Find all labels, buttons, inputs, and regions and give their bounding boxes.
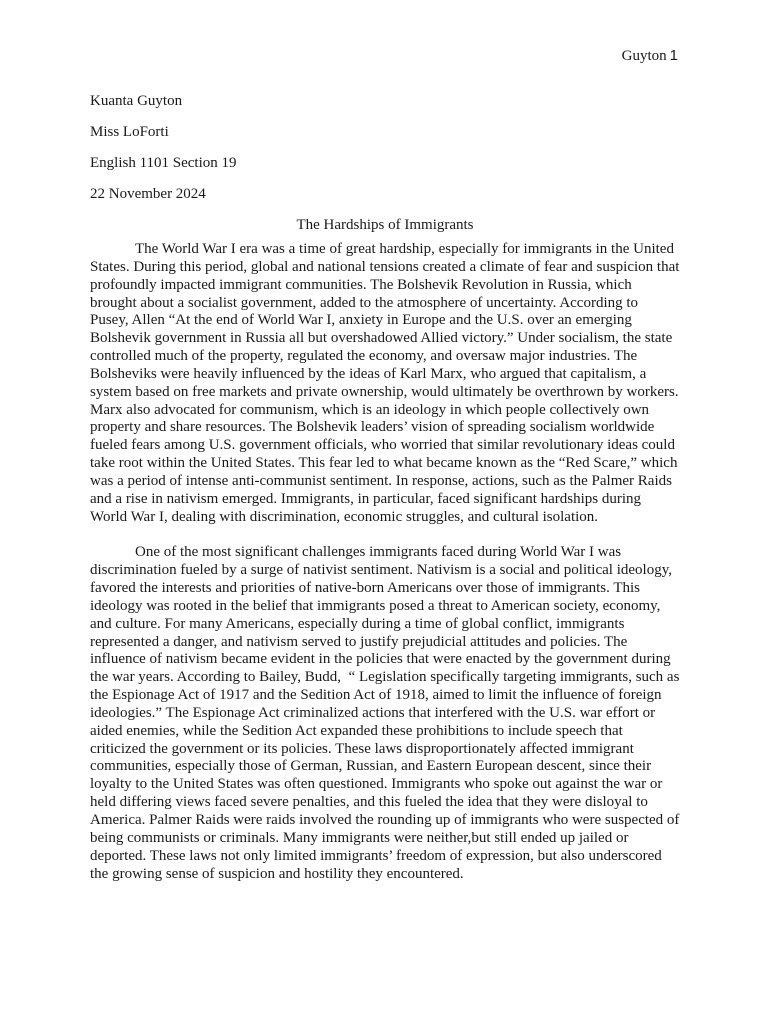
course-name: English 1101 Section 19 (90, 155, 237, 172)
essay-title: The Hardships of Immigrants (296, 217, 474, 234)
header-name: Guyton (621, 48, 667, 64)
date: 22 November 2024 (90, 186, 206, 203)
paragraph-1: The World War I era was a time of great hardship, especially for immigrants in the United States. During this period, global and national tensions created a climate of fear and suspicion that profoundly impacted immigrant communities. The Bolshevik Revolution in Russia, which brought about a socialist government, added to the atmosphere of uncertainty. According to Pusey, Allen “At the end of World War I, anxiety in Europe and the U.S. over an emerging Bolshevik government in Russia all but overshadowed Allied victory.” Under socialism, the state controlled much of the property, regulated the economy, and oversaw major industries. The Bolsheviks were heavily influenced by the ideas of Karl Marx, who argued that capitalism, a system based on free markets and private ownership, would ultimately be overthrown by workers. Marx also advocated for communism, which is an ideology in which people collectively own property and share resources. The Bolshevik leaders’ vision of spreading socialism worldwide fueled fears among U.S. government officials, who worried that similar revolutionary ideas could take root within the United States. This fear led to what became known as the “Red Scare,” which was a period of intense anti-communist sentiment. In response, actions, such as the Palmer Raids and a rise in nativism emerged. Immigrants, in particular, faced significant hardships during World War I, dealing with discrimination, economic struggles, and cultural isolation. (90, 240, 680, 525)
document-body (90, 93, 680, 883)
author-name: Kuanta Guyton (90, 93, 183, 109)
running-header (90, 46, 678, 66)
page-number: 1 (669, 47, 678, 64)
instructor-name: Miss LoForti (90, 124, 169, 141)
paragraph-2: One of the most significant challenges immigrants faced during World War I was discrimination fueled by a surge of nativist sentiment. Nativism is a social and political ideology, favored the interests and priorities of native-born Americans over those of immigrants. This ideology was rooted in the belief that immigrants posed a threat to American society, economy, and culture. For many Americans, especially during a time of global conflict, immigrants represented a danger, and nativism served to justify prejudicial attitudes and policies. The influence of nativism became evident in the policies that were enacted by the government during the war years. According to Bailey, Budd, “ Legislation specifically targeting immigrants, such as the Espionage Act of 1917 and the Sedition Act of 1918, aimed to limit the influence of foreign ideologies.” The Espionage Act criminalized actions that interfered with the U.S. war effort or aided enemies, while the Sedition Act expanded these prohibitions to include speech that criticized the government or its policies. These laws disproportionately affected immigrant communities, especially those of German, Russian, and Eastern European descent, since their loyalty to the United States was often questioned. Immigrants who spoke out against the war or held differing views faced severe penalties, and this fueled the idea that they were disloyal to America. Palmer Raids were raids involved the rounding up of immigrants who were suspected of being communists or criminals. Many immigrants were neither,but still ended up jailed or deported. These laws not only limited immigrants’ freedom of expression, but also underscored the growing sense of suspicion and hostility they encountered. (90, 544, 680, 882)
